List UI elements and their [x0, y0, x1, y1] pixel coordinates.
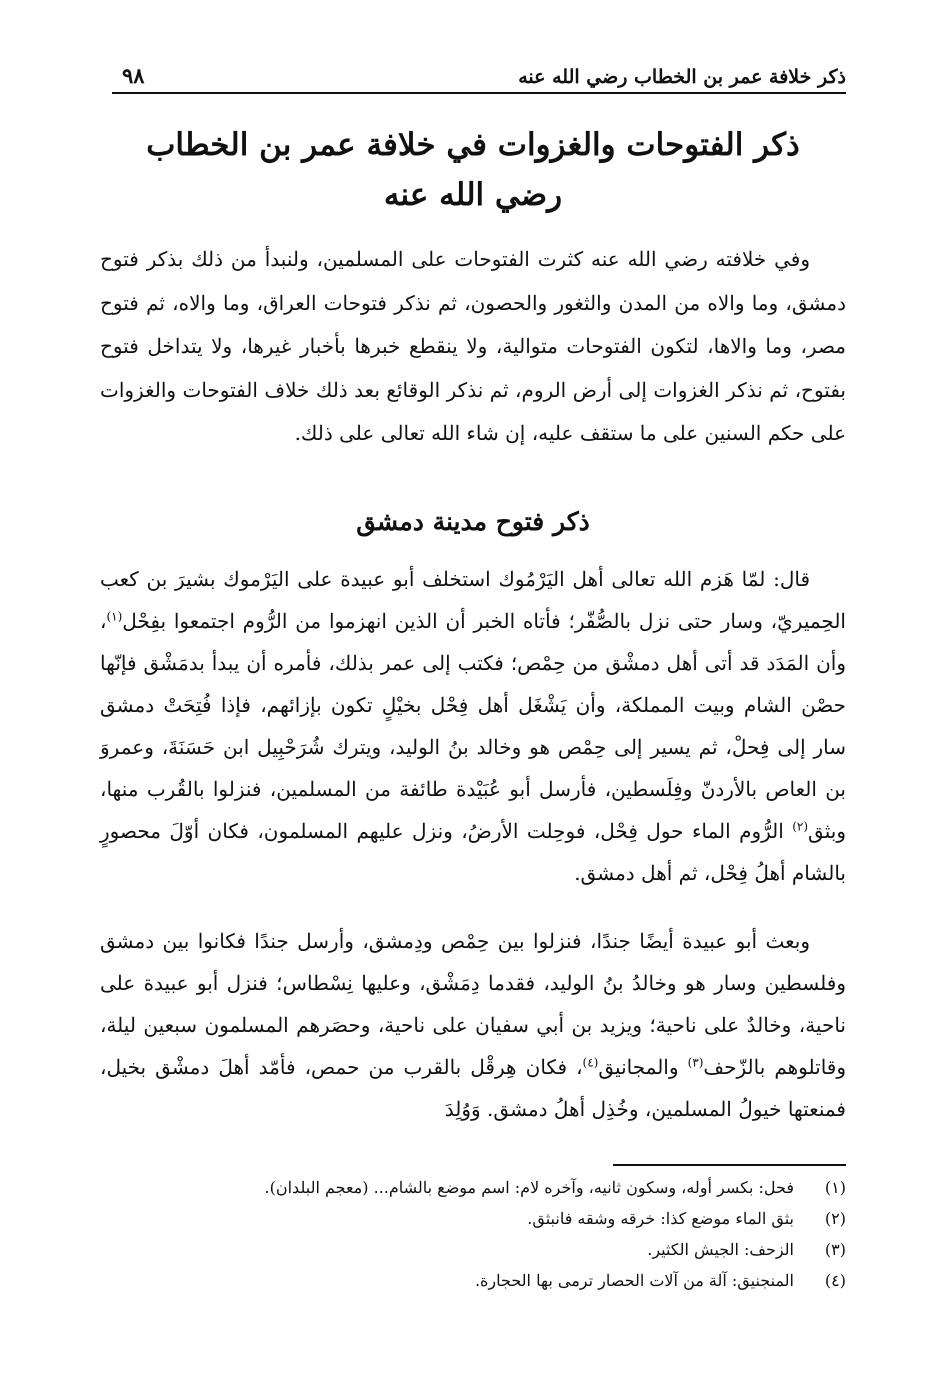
page-number: ٩٨ — [122, 63, 145, 88]
paragraph-2-text-b: والمجانيق — [598, 1055, 688, 1079]
paragraph-1-text-b: ، وأن المَدَد قد أتى أهل دمشْق من حِمْص؛ فكتب إلى عمر بذلك، فأمره أن يبدأ بدمَشْق فإنّها حصْن الشام وبيت المملكة، وأن يَشْغَل أهل فِحْل بخيْلٍ تكون بإزائهم، فإذا فُتِحَتْ دمشق سار إلى فِحلْ، ثم يسير إلى حِمْص هو وخالد بنُ الوليد، ويترك شُرَحْبِيل ابن حَسَنَةَ، وعمروَ بن العاص بالأردنّ وفِلَسطين، فأرسل أبو عُبَيْدة طائفة من المسلمين، فنزلوا بالقُرب منها، وبثق — [100, 609, 846, 843]
footnote-item — [100, 1203, 846, 1234]
footnote-text: فحل: بكسر أوله، وسكون ثانيه، وآخره لام: اسم موضع بالشام... (معجم البلدان). — [264, 1178, 794, 1197]
footnote-marker-3: (٣) — [687, 1055, 704, 1070]
footnote-marker-1: (١) — [106, 609, 123, 624]
paragraph-1-text-c: الرُّوم الماء حول فِحْل، فوحِلت الأرضُ، ونزل عليهم المسلمون، فكان أوّلَ محصورٍ بالشام أهلُ فِحْل، ثم أهل دمشق. — [100, 819, 846, 885]
footnote-marker-2: (٢) — [792, 819, 809, 834]
footnote-item — [100, 1172, 846, 1203]
body-paragraph-1 — [100, 558, 846, 894]
footnote-number: (٣) — [824, 1240, 846, 1259]
intro-paragraph: وفي خلافته رضي الله عنه كثرت الفتوحات على المسلمين، ولنبدأ من ذلك بذكر فتوح دمشق، وما والاه من المدن والثغور والحصون، ثم نذكر فتوحات العراق، وما والاه، ثم فتوح مصر، وما والاها، لتكون الفتوحات متوالية، ولا ينقطع خبرها بأخبار غيرها، ولا يتداخل فتوح بفتوح، ثم نذكر الغزوات إلى أرض الروم، ثم نذكر الوقائع بعد ذلك خلاف الفتوحات والغزوات على حكم السنين على ما ستقف عليه، إن شاء الله تعالى على ذلك. — [100, 247, 847, 445]
footnote-text: الزحف: الجيش الكثير. — [647, 1240, 794, 1259]
footnote-text: المنجنيق: آلة من آلات الحصار ترمى بها الحجارة. — [474, 1271, 794, 1290]
chapter-title-line-2: رضي الله عنه — [383, 177, 563, 213]
footnote-divider — [613, 1164, 846, 1166]
body-paragraph-2 — [100, 920, 846, 1130]
footnote-marker-4: (٤) — [582, 1055, 599, 1070]
footnote-number: (٤) — [824, 1271, 846, 1290]
footnotes-list — [100, 1172, 846, 1296]
footnote-item — [100, 1234, 846, 1265]
footnote-text: بثق الماء موضع كذا: خرقه وشقه فانبثق. — [527, 1209, 794, 1228]
paragraph-1-text-a: قال: لمّا هَزم الله تعالى أهل اليَرْمُوك استخلف أبو عبيدة على اليَرْموك بشيرَ بن كعب الحِميريّ، وسار حتى نزل بالصُّفّر؛ فأتاه الخبر أن الذين انهزموا من الرُّوم اجتمعوا بفِحْل — [100, 567, 846, 633]
chapter-title-line-1: ذكر الفتوحات والغزوات في خلافة عمر بن الخطاب — [146, 127, 800, 163]
section-heading: ذكر فتوح مدينة دمشق — [356, 507, 590, 536]
paragraph-2-text-a: وبعث أبو عبيدة أيضًا جندًا، فنزلوا بين حِمْص ودِمشق، وأرسل جندًا فكانوا بين دمشق وفلسطين وسار هو وخالدُ بنُ الوليد، فقدما دِمَشْق، وعليها نِسْطاس؛ فنزل أبو عبيدة على ناحية، وخالدٌ على ناحية؛ ويزيد بن أبي سفيان على ناحية، وحصَرهم المسلمون سبعين ليلة، وقاتلوهم بالزّحف — [100, 929, 847, 1079]
paragraph-2-text-c: ، فكان هِرقْل بالقرب من حمص، فأمّد أهلَ دمشْق بخيل، فمنعتها خيولُ المسلمين، وخُذِل أهلُ دمشق. وَوُلِدَ — [100, 1055, 846, 1121]
running-header — [112, 62, 846, 94]
running-title: ذكر خلافة عمر بن الخطاب رضي الله عنه — [518, 66, 846, 88]
chapter-title — [100, 120, 846, 220]
footnote-number: (٢) — [824, 1209, 846, 1228]
footnote-number: (١) — [824, 1178, 846, 1197]
footnote-item — [100, 1265, 846, 1296]
